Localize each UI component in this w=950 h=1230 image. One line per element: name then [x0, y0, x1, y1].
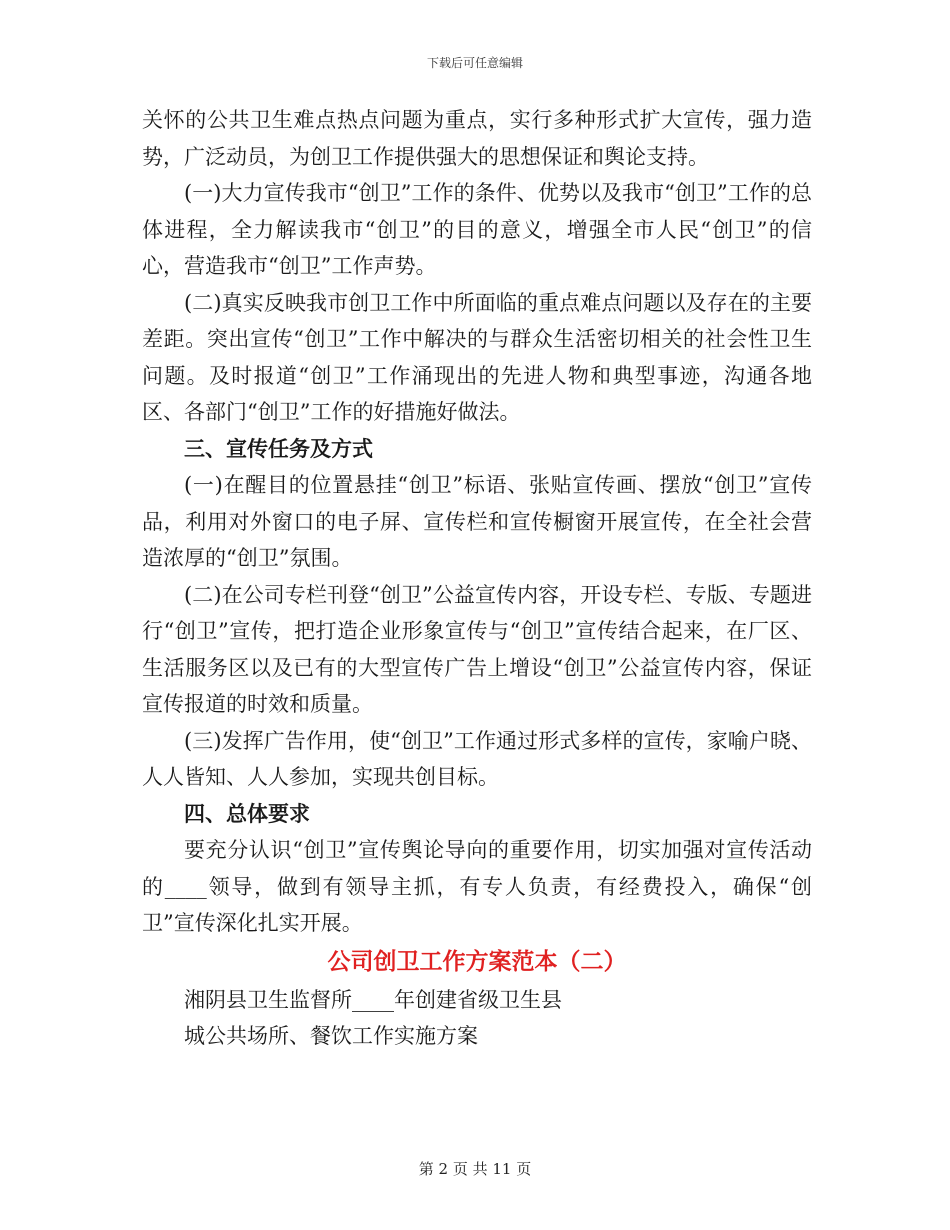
paragraph-task-3: (三)发挥广告作用，使“创卫”工作通过形式多样的宣传，家喻户晓、人人皆知、人人参加，实现共创目标。 — [142, 728, 812, 789]
paragraph-task-2: (二)在公司专栏刊登“创卫”公益宣传内容，开设专栏、专版、专题进行“创卫”宣传，把打造企业形象宣传与“创卫”宣传结合起来，在厂区、生活服务区以及已有的大型宣传广告上增设“创卫”公益宣传内容，保证宣传报道的时效和质量。 — [142, 582, 812, 716]
subtitle-line-2: 城公共场所、餐饮工作实施方案 — [184, 1024, 478, 1048]
paragraph-item-1: (一)大力宣传我市“创卫”工作的条件、优势以及我市“创卫”工作的总体进程，全力解读我市“创卫”的目的意义，增强全市人民“创卫”的信心，营造我市“创卫”工作声势。 — [142, 181, 812, 278]
section-title: 公司创卫工作方案范本（二） — [327, 947, 627, 975]
paragraph-requirements: 要充分认识“创卫”宣传舆论导向的重要作用，切实加强对宣传活动的____领导，做到有领导主抓，有专人负责，有经费投入，确保“创卫”宣传深化扎实开展。 — [142, 838, 812, 935]
page-footer: 第 2 页 共 11 页 — [418, 1160, 532, 1178]
paragraph-item-2: (二)真实反映我市创卫工作中所面临的重点难点问题以及存在的主要差距。突出宣传“创卫”工作中解决的与群众生活密切相关的社会性卫生问题。及时报道“创卫”工作涌现出的先进人物和典型事迹，沟通各地区、各部门“创卫”工作的好措施好做法。 — [142, 290, 812, 424]
section-heading-4: 四、总体要求 — [184, 800, 310, 826]
paragraph-task-1: (一)在醒目的位置悬挂“创卫”标语、张贴宣传画、摆放“创卫”宣传品，利用对外窗口的电子屏、宣传栏和宣传橱窗开展宣传，在全社会营造浓厚的“创卫”氛围。 — [142, 473, 812, 570]
page-header: 下载后可任意编辑 — [426, 56, 523, 70]
subtitle-line-1: 湘阴县卫生监督所____年创建省级卫生县 — [184, 987, 562, 1012]
paragraph-intro: 关怀的公共卫生难点热点问题为重点，实行多种形式扩大宣传，强力造势，广泛动员，为创卫工作提供强大的思想保证和舆论支持。 — [142, 108, 812, 169]
section-heading-3: 三、宣传任务及方式 — [184, 435, 373, 461]
document-body — [142, 102, 812, 1055]
